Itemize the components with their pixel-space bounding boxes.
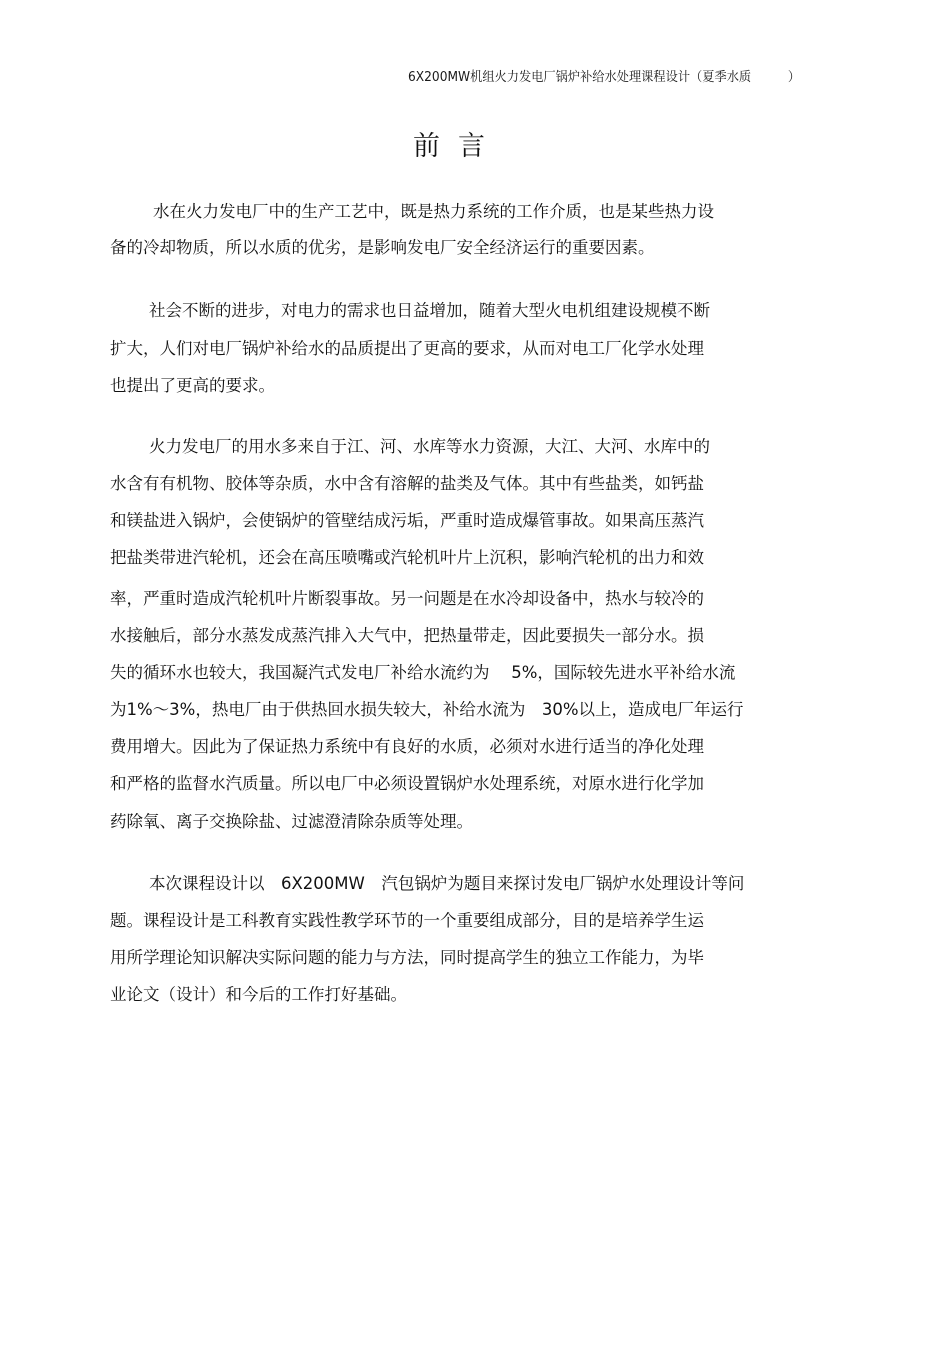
paragraph-3-line-9: 费用增大。因此为了保证热力系统中有良好的水质，必须对水进行适当的净化处理	[110, 737, 704, 756]
paragraph-4-line-2: 题。课程设计是工科教育实践性教学环节的一个重要组成部分，目的是培养学生运	[110, 911, 704, 930]
paragraph-2-line-1: 社会不断的进步，对电力的需求也日益增加，随着大型火电机组建设规模不断	[149, 301, 710, 320]
paragraph-3-line-8: 为1%～3%，热电厂由于供热回水损失较大，补给水流为 30%以上，造成电厂年运行	[110, 700, 744, 719]
paragraph-4-line-3: 用所学理论知识解决实际问题的能力与方法，同时提高学生的独立工作能力，为毕	[110, 948, 704, 967]
paragraph-3-line-7: 失的循环水也较大，我国凝汽式发电厂补给水流约为 5%，国际较先进水平补给水流	[110, 663, 736, 682]
paragraph-4-line-1: 本次课程设计以 6X200MW 汽包锅炉为题目来探讨发电厂锅炉水处理设计等问	[149, 874, 745, 893]
page-title: 前言	[413, 131, 503, 162]
paragraph-3-line-6: 水接触后，部分水蒸发成蒸汽排入大气中，把热量带走，因此要损失一部分水。损	[110, 626, 704, 645]
paragraph-2-line-3: 也提出了更高的要求。	[110, 376, 275, 395]
paragraph-3-line-2: 水含有有机物、胶体等杂质，水中含有溶解的盐类及气体。其中有些盐类，如钙盐	[110, 474, 704, 493]
paragraph-3-line-5: 率，严重时造成汽轮机叶片断裂事故。另一问题是在水冷却设备中，热水与较冷的	[110, 589, 704, 608]
paragraph-1-line-2: 备的冷却物质，所以水质的优劣，是影响发电厂安全经济运行的重要因素。	[110, 238, 655, 257]
paragraph-1-line-1: 水在火力发电厂中的生产工艺中，既是热力系统的工作介质，也是某些热力设	[153, 202, 714, 221]
paragraph-3-line-10: 和严格的监督水汽质量。所以电厂中必须设置锅炉水处理系统，对原水进行化学加	[110, 774, 704, 793]
running-header: 6X200MW机组火力发电厂锅炉补给水处理课程设计（夏季水质 ）	[408, 70, 801, 85]
paragraph-4-line-4: 业论文（设计）和今后的工作打好基础。	[110, 985, 407, 1004]
paragraph-3-line-1: 火力发电厂的用水多来自于江、河、水库等水力资源，大江、大河、水库中的	[149, 437, 710, 456]
paragraph-3-line-11: 药除氧、离子交换除盐、过滤澄清除杂质等处理。	[110, 812, 473, 831]
paragraph-3-line-4: 把盐类带进汽轮机，还会在高压喷嘴或汽轮机叶片上沉积，影响汽轮机的出力和效	[110, 548, 704, 567]
paragraph-2-line-2: 扩大，人们对电厂锅炉补给水的品质提出了更高的要求，从而对电工厂化学水处理	[110, 339, 704, 358]
paragraph-3-line-3: 和镁盐进入锅炉，会使锅炉的管壁结成污垢，严重时造成爆管事故。如果高压蒸汽	[110, 511, 704, 530]
